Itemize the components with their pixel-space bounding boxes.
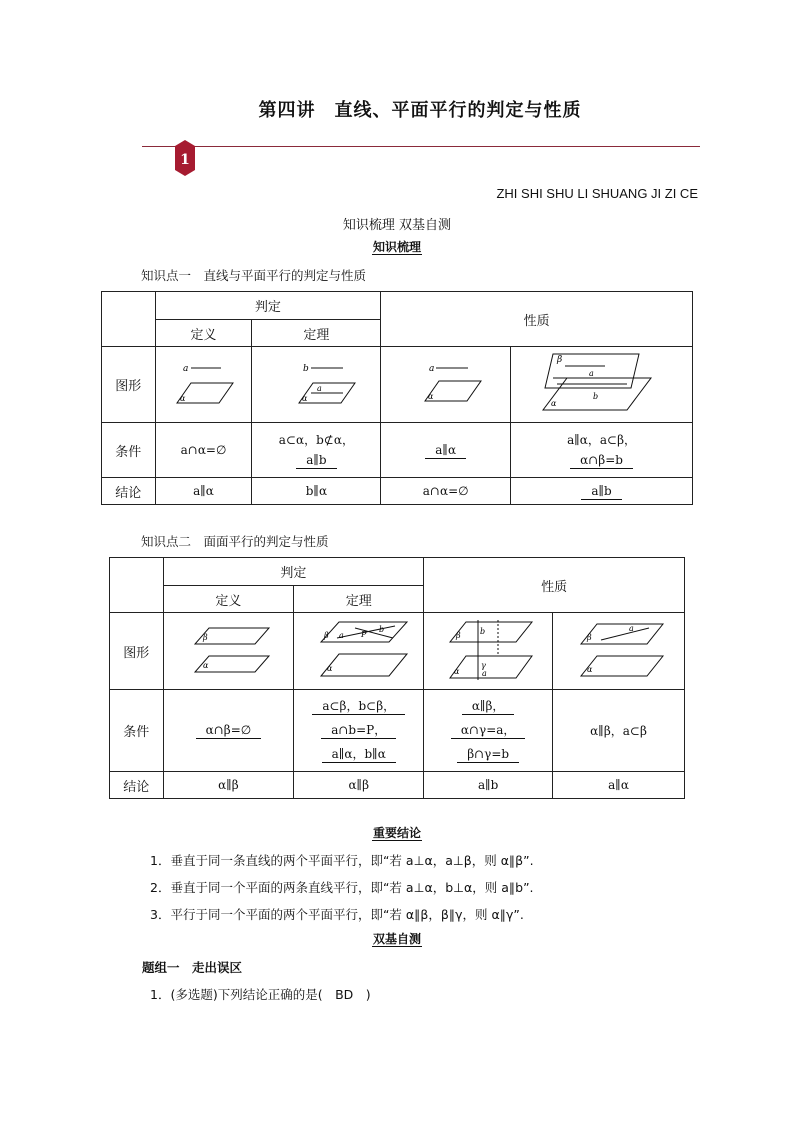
section-badge: [175, 140, 195, 176]
svg-text:P: P: [360, 629, 367, 639]
svg-text:α: α: [586, 664, 592, 674]
svg-text:β: β: [323, 630, 329, 640]
header-definition: 定义: [163, 586, 294, 613]
conc-property-1: a∥b: [424, 772, 553, 799]
header-definition: 定义: [155, 320, 252, 347]
section-heading: 知识梳理 双基自测: [342, 218, 452, 233]
conc-definition: a∥α: [155, 478, 252, 505]
row-conclusion-label: 结论: [102, 478, 156, 505]
corner-cell: [110, 558, 164, 613]
corner-cell: [102, 292, 156, 347]
svg-text:α: α: [179, 394, 185, 403]
cond-property-2: a∥α，a⊂β， α∩β=b: [511, 423, 693, 478]
svg-text:a: a: [482, 668, 487, 678]
figure-plane-plane-property-2: [553, 613, 685, 690]
question-1: 1．(多选题)下列结论正确的是( BD ): [150, 987, 371, 1002]
cond-theorem: a⊂α，b⊄α， a∥b: [252, 423, 381, 478]
header-judge: 判定: [155, 292, 381, 320]
cond-definition: α∩β=∅: [163, 690, 294, 772]
page-title: 第四讲 直线、平面平行的判定与性质: [258, 100, 582, 121]
cond-property-1: a∥α: [381, 423, 511, 478]
svg-text:α: α: [302, 394, 308, 403]
svg-text:α: α: [203, 660, 209, 670]
header-theorem: 定理: [252, 320, 381, 347]
header-judge: 判定: [163, 558, 424, 586]
cond-property-1: α∥β， α∩γ=a， β∩γ=b: [424, 690, 553, 772]
svg-text:b: b: [378, 624, 384, 634]
selftest-heading: 双基自测: [372, 932, 421, 946]
figure-line-plane-property-1: [381, 347, 511, 423]
figure-plane-plane-property-1: [424, 613, 553, 690]
svg-text:a: a: [338, 630, 344, 640]
svg-text:β: β: [203, 632, 209, 642]
figure-plane-plane-definition: [163, 613, 294, 690]
svg-text:a: a: [628, 623, 634, 633]
subsection-heading: 知识梳理: [372, 240, 421, 254]
conc-property-2: a∥α: [553, 772, 685, 799]
svg-text:α: α: [427, 392, 434, 401]
figure-line-plane-property-2: [511, 347, 693, 423]
figure-line-plane-definition: [155, 347, 252, 423]
conclusion-item: 3．平行于同一个平面的两个平面平行，即“若 α∥β，β∥γ，则 α∥γ”.: [150, 907, 524, 922]
svg-text:α: α: [550, 399, 556, 408]
svg-text:1: 1: [180, 152, 190, 168]
cond-definition: a∩α=∅: [155, 423, 252, 478]
conclusions-heading: 重要结论: [372, 826, 421, 840]
row-figure-label: 图形: [110, 613, 164, 690]
svg-text:β: β: [556, 355, 562, 365]
row-condition-label: 条件: [110, 690, 164, 772]
kp2-title: 知识点二 面面平行的判定与性质: [141, 534, 329, 549]
row-condition-label: 条件: [102, 423, 156, 478]
svg-text:b: b: [303, 364, 310, 374]
row-figure-label: 图形: [102, 347, 156, 423]
header-theorem: 定理: [294, 586, 424, 613]
svg-text:a: a: [182, 364, 188, 374]
conc-property-2: a∥b: [511, 478, 693, 505]
conc-theorem: α∥β: [294, 772, 424, 799]
cond-theorem: a⊂β，b⊂β， a∩b=P， a∥α，b∥α: [294, 690, 424, 772]
svg-text:b: b: [592, 392, 598, 401]
question-group-title: 题组一 走出误区: [142, 960, 243, 975]
svg-text:β: β: [456, 630, 461, 640]
svg-text:γ: γ: [481, 660, 486, 670]
cond-property-2: α∥β，a⊂β: [553, 690, 685, 772]
header-property: 性质: [381, 292, 693, 347]
svg-text:b: b: [480, 626, 486, 636]
header-rule: [142, 146, 700, 147]
kp2-table: [109, 557, 685, 799]
svg-text:β: β: [586, 632, 592, 642]
conc-theorem: b∥α: [252, 478, 381, 505]
kp1-title: 知识点一 直线与平面平行的判定与性质: [141, 268, 367, 283]
conc-property-1: a∩α=∅: [381, 478, 511, 505]
conclusion-item: 2．垂直于同一个平面的两条直线平行，即“若 a⊥α，b⊥α，则 a∥b”.: [150, 880, 534, 895]
figure-line-plane-theorem: [252, 347, 381, 423]
row-conclusion-label: 结论: [110, 772, 164, 799]
kp1-table: [101, 291, 693, 505]
svg-text:α: α: [326, 663, 333, 673]
figure-plane-plane-theorem: [294, 613, 424, 690]
svg-text:a: a: [588, 369, 594, 378]
svg-text:a: a: [317, 384, 323, 393]
svg-text:a: a: [428, 364, 435, 374]
svg-text:α: α: [454, 666, 460, 676]
conclusion-item: 1．垂直于同一条直线的两个平面平行，即“若 a⊥α，a⊥β，则 α∥β”.: [150, 853, 534, 868]
conc-definition: α∥β: [163, 772, 294, 799]
header-property: 性质: [424, 558, 685, 613]
section-pinyin: ZHI SHI SHU LI SHUANG JI ZI CE: [496, 186, 698, 201]
